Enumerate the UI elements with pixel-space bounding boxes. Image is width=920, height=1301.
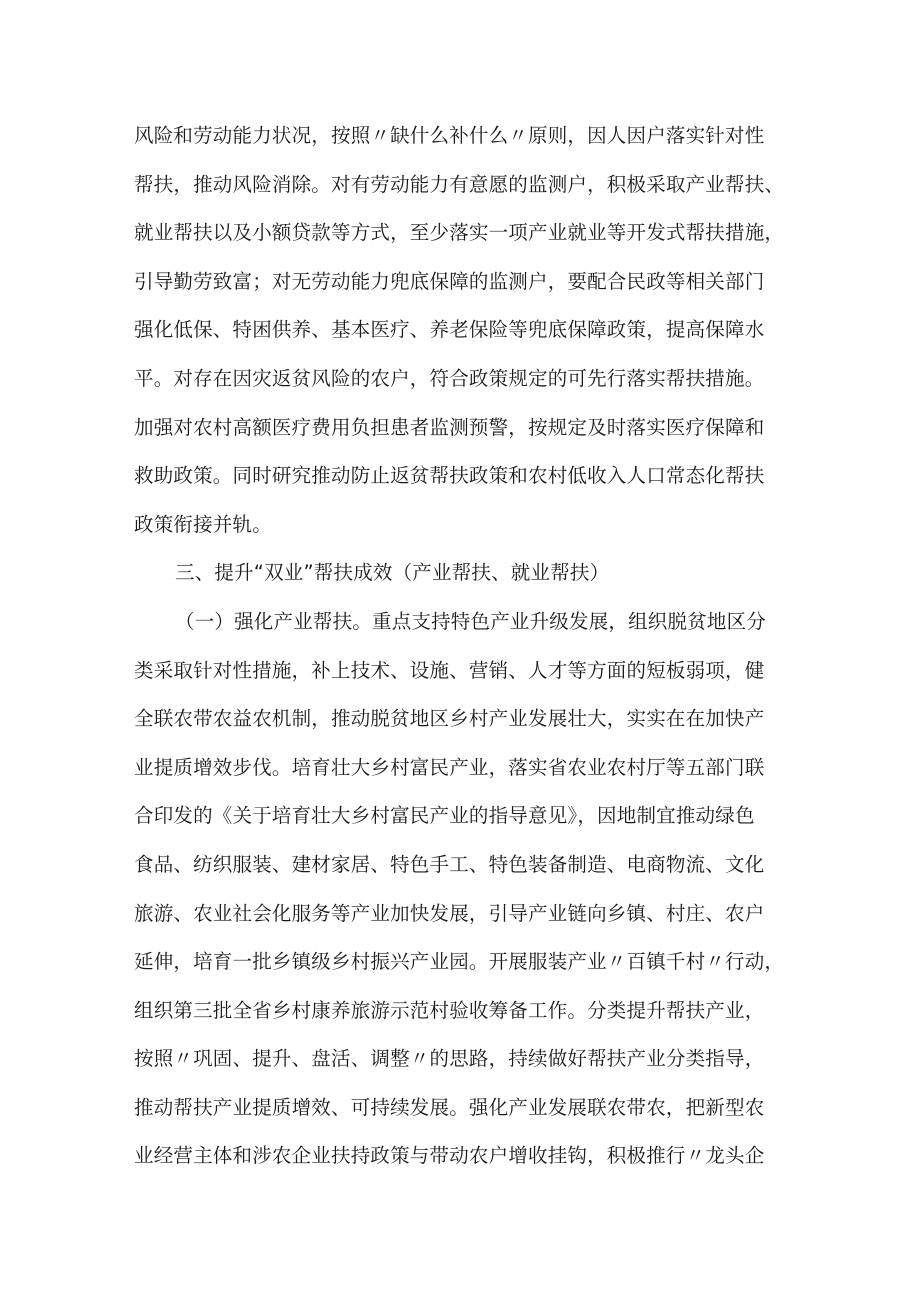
text-line: 风险和劳动能力状况，按照〃缺什么补什么〃原则，因人因户落实针对性 bbox=[134, 124, 765, 147]
text-line: 延伸，培育一批乡镇级乡村振兴产业园。开展服装产业〃百镇千村〃行动， bbox=[134, 950, 785, 974]
text-line: 组织第三批全省乡村康养旅游示范村验收筹备工作。分类提升帮扶产业， bbox=[134, 998, 765, 1022]
subsection-heading-line: （一）强化产业帮扶。重点支持特色产业升级发展，组织脱贫地区分 bbox=[175, 609, 767, 633]
text-line: 推动帮扶产业提质增效、可持续发展。强化产业发展联农带农，把新型农 bbox=[134, 1095, 765, 1119]
section-heading: 三、提升“双业”帮扶成效（产业帮扶、就业帮扶） bbox=[175, 561, 610, 585]
body-text bbox=[134, 112, 794, 1181]
text-line: 全联农带农益农机制，推动脱贫地区乡村产业发展壮大，实实在在加快产 bbox=[134, 707, 765, 731]
text-line: 合印发的《关于培育壮大乡村富民产业的指导意见》，因地制宜推动绿色 bbox=[134, 804, 755, 828]
text-line: 业经营主体和涉农企业扶持政策与带动农户增收挂钩，积极推行〃龙头企 bbox=[134, 1144, 765, 1168]
text-line: 就业帮扶以及小额贷款等方式，至少落实一项产业就业等开发式帮扶措施， bbox=[134, 221, 785, 245]
text-line: 业提质增效步伐。培育壮大乡村富民产业，落实省农业农村厅等五部门联 bbox=[134, 755, 765, 779]
text-line: 引导勤劳致富；对无劳动能力兜底保障的监测户，要配合民政等相关部门 bbox=[134, 269, 765, 293]
text-line: 强化低保、特困供养、基本医疗、养老保险等兜底保障政策，提高保障水 bbox=[134, 318, 765, 342]
text-line: 类采取针对性措施，补上技术、设施、营销、人才等方面的短板弱项，健 bbox=[134, 658, 765, 682]
text-line: 政策衔接并轨。 bbox=[134, 512, 272, 536]
text-line: 食品、纺织服装、建材家居、特色手工、特色装备制造、电商物流、文化 bbox=[134, 852, 765, 876]
text-line: 旅游、农业社会化服务等产业加快发展，引导产业链向乡镇、村庄、农户 bbox=[134, 901, 765, 925]
text-line: 按照〃巩固、提升、盘活、调整〃的思路，持续做好帮扶产业分类指导， bbox=[134, 1047, 765, 1071]
text-line: 救助政策。同时研究推动防止返贫帮扶政策和农村低收入人口常态化帮扶 bbox=[134, 464, 765, 488]
text-line: 帮扶，推动风险消除。对有劳动能力有意愿的监测户，积极采取产业帮扶、 bbox=[134, 172, 785, 196]
text-line: 平。对存在因灾返贫风险的农户，符合政策规定的可先行落实帮扶措施。 bbox=[134, 366, 765, 390]
text-line: 加强对农村高额医疗费用负担患者监测预警，按规定及时落实医疗保障和 bbox=[134, 415, 765, 439]
